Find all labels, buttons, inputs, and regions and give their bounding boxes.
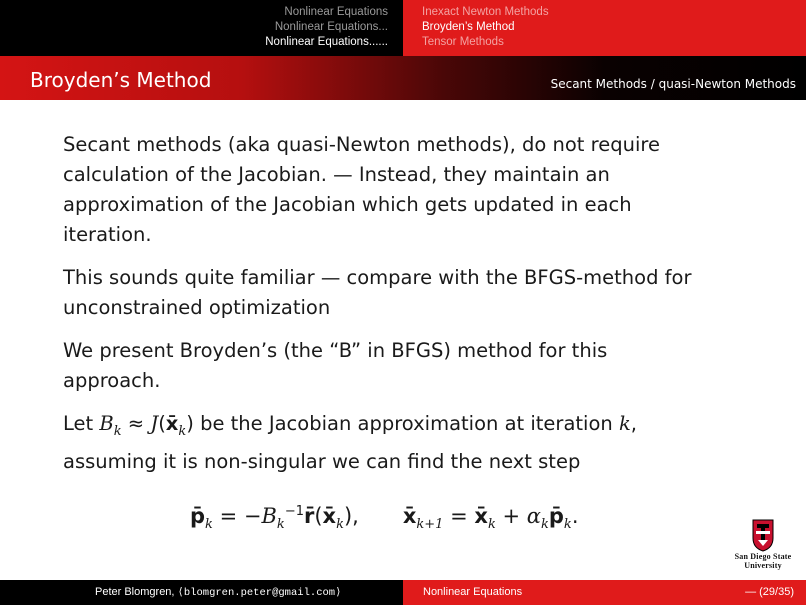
footer-title[interactable]: Nonlinear Equations	[423, 586, 523, 598]
text-line: We present Broyden’s (the “B” in BFGS) method for this	[63, 339, 608, 362]
step-equation: $p̄_k$ = $-B_k^{-1}r̄(x̄_k)$, $x̄_{k+1}$ = $x̄_k$ + $\alpha_kp̄_k$.	[190, 504, 579, 533]
nav-section-3-current[interactable]: Nonlinear Equations......	[265, 36, 388, 48]
paragraph-bfgs	[63, 263, 763, 323]
text-line: This sounds quite familiar — compare with the BFGS-method for	[63, 266, 692, 289]
text-line: Secant methods (aka quasi-Newton methods), do not require	[63, 133, 660, 156]
nav-section-1[interactable]: Nonlinear Equations	[284, 6, 388, 18]
text-line: approximation of the Jacobian which gets updated in each	[63, 193, 632, 216]
footer-page-number: — (29/35)	[745, 586, 794, 598]
footer-left	[0, 580, 403, 605]
text-line: approach.	[63, 369, 161, 392]
paragraph-jacobian	[63, 409, 763, 477]
shield-icon	[722, 518, 804, 552]
text-line: assuming it is non-singular we can find the next step	[63, 449, 581, 473]
nav-section-2[interactable]: Nonlinear Equations...	[274, 21, 388, 33]
nav-subsection-tensor[interactable]: Tensor Methods	[422, 36, 504, 48]
nav-right-panel	[403, 0, 806, 56]
text-line: unconstrained optimization	[63, 296, 331, 319]
footer-email: ⟨blomgren.peter@gmail.com⟩	[177, 587, 342, 599]
section-navigation	[0, 0, 806, 56]
frame-title: Broyden’s Method	[30, 68, 212, 92]
logo-wordmark: San Diego State University	[734, 552, 792, 570]
paragraph-broyden	[63, 336, 763, 396]
text-line: calculation of the Jacobian. — Instead, they maintain an	[63, 163, 610, 186]
footer-right	[403, 580, 806, 605]
frame-title-bar	[0, 56, 806, 100]
nav-subsection-broyden-current[interactable]: Broyden’s Method	[422, 21, 515, 33]
slide-body	[63, 130, 763, 490]
footer-author: Peter Blomgren, ⟨blomgren.peter@gmail.com⟩	[95, 586, 342, 599]
nav-subsection-inexact-newton[interactable]: Inexact Newton Methods	[422, 6, 549, 18]
footer-bar	[0, 580, 806, 605]
frame-subtitle: Secant Methods / quasi-Newton Methods	[550, 77, 796, 91]
university-logo	[722, 518, 804, 578]
text-line: Let $B_k$ ≈ $J(x̄_k)$ be the Jacobian approximation at iteration k,	[63, 412, 637, 439]
text-line: iteration.	[63, 223, 152, 246]
nav-left-panel	[0, 0, 403, 56]
paragraph-secant	[63, 130, 763, 250]
